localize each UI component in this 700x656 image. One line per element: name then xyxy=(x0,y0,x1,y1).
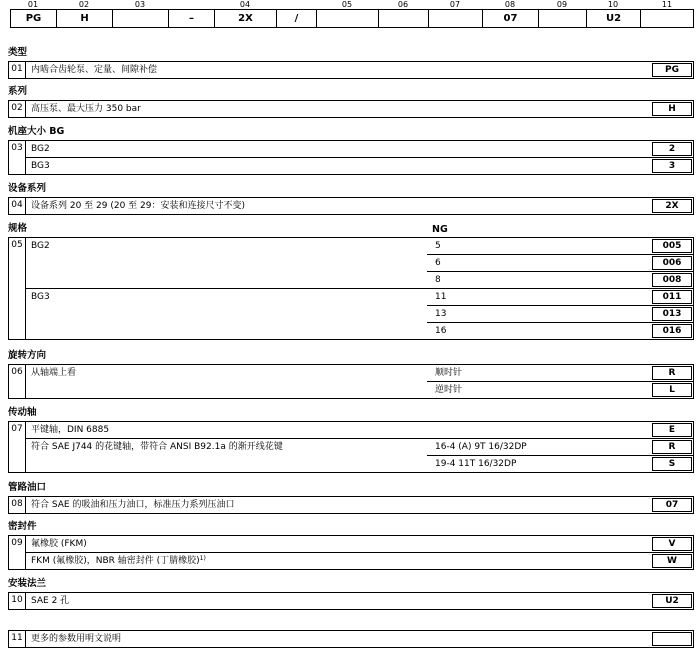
code-box: – xyxy=(168,9,214,28)
section-heading-type: 类型 xyxy=(8,47,28,58)
code-box: PG xyxy=(10,9,56,28)
rotation-label: 逆时针 xyxy=(435,385,463,395)
code-box xyxy=(538,9,586,28)
row-number: 01 xyxy=(9,62,26,78)
col-number: 07 xyxy=(449,0,461,9)
code-box xyxy=(316,9,378,28)
code-box: H xyxy=(56,9,112,28)
type-row xyxy=(8,61,694,79)
port-row xyxy=(8,496,694,514)
col-number: 06 xyxy=(397,0,409,9)
code-box: U2 xyxy=(586,9,640,28)
size-code: 016 xyxy=(652,324,692,338)
seal-text: FKM (氟橡胶)，NBR 轴密封件 (丁腈橡胶) xyxy=(31,556,200,566)
col-number: 10 xyxy=(607,0,619,9)
code-box xyxy=(640,9,694,28)
col-number: 08 xyxy=(504,0,516,9)
section-heading-port: 管路油口 xyxy=(8,482,47,493)
frame-text: BG3 xyxy=(31,161,50,171)
size-block xyxy=(8,237,694,340)
col-number: 11 xyxy=(661,0,673,9)
type-code: PG xyxy=(652,63,692,77)
section-heading-rotation: 旋转方向 xyxy=(8,350,47,361)
size-code: 011 xyxy=(652,290,692,304)
section-heading-series: 系列 xyxy=(8,86,28,97)
rotation-code: L xyxy=(652,383,692,397)
footnote-mark: 1) xyxy=(199,555,206,562)
code-box xyxy=(378,9,428,28)
row-number: 06 xyxy=(9,365,26,398)
code-box: 2X xyxy=(214,9,276,28)
size-code: 013 xyxy=(652,307,692,321)
col-number: 05 xyxy=(341,0,353,9)
row-number: 10 xyxy=(9,593,26,609)
section-heading-seal: 密封件 xyxy=(8,521,37,532)
seal-code: W xyxy=(652,554,692,568)
size-code: 008 xyxy=(652,273,692,287)
code-box: 07 xyxy=(482,9,538,28)
section-heading-shaft: 传动轴 xyxy=(8,407,37,418)
col-number: 03 xyxy=(134,0,146,9)
ng-value: 5 xyxy=(435,241,441,251)
frame-code: 2 xyxy=(652,142,692,156)
more-text: 更多的参数用明文说明 xyxy=(31,634,122,644)
frame-block xyxy=(8,140,694,175)
ng-value: 16 xyxy=(435,326,447,336)
series-text: 高压泵、最大压力 350 bar xyxy=(31,104,141,114)
section-heading-size: 规格 xyxy=(8,223,28,234)
series-row xyxy=(8,100,694,118)
ng-value: 13 xyxy=(435,309,447,319)
section-heading-device: 设备系列 xyxy=(8,183,47,194)
code-box xyxy=(428,9,482,28)
rotation-code: R xyxy=(652,366,692,380)
ng-value: 11 xyxy=(435,292,447,302)
row-number: 02 xyxy=(9,101,26,117)
ng-value: 6 xyxy=(435,258,441,268)
code-box xyxy=(112,9,168,28)
size-bg3: BG3 xyxy=(31,292,50,302)
col-number: 02 xyxy=(78,0,90,9)
ng-label: NG xyxy=(432,224,448,235)
flange-row xyxy=(8,592,694,610)
code-box: / xyxy=(276,9,316,28)
seal-block xyxy=(8,535,694,570)
flange-code: U2 xyxy=(652,594,692,608)
seal-code: V xyxy=(652,537,692,551)
type-text: 内啮合齿轮泵、定量、间隙补偿 xyxy=(31,65,158,75)
more-code xyxy=(652,632,692,646)
row-number: 07 xyxy=(9,422,26,472)
port-code: 07 xyxy=(652,498,692,512)
ng-value: 8 xyxy=(435,275,441,285)
size-code: 005 xyxy=(652,239,692,253)
row-number: 03 xyxy=(9,141,26,174)
col-number: 01 xyxy=(27,0,39,9)
shaft-spline: 19-4 11T 16/32DP xyxy=(435,459,517,469)
port-text: 符合 SAE 的吸油和压力油口，标准压力系列压油口 xyxy=(31,500,235,510)
shaft-spline: 16-4 (A) 9T 16/32DP xyxy=(435,442,527,452)
series-code: H xyxy=(652,102,692,116)
row-number: 11 xyxy=(9,631,26,647)
row-number: 09 xyxy=(9,536,26,569)
shaft-code: R xyxy=(652,440,692,454)
section-heading-frame: 机座大小 BG xyxy=(8,126,65,137)
device-code: 2X xyxy=(652,199,692,213)
shaft-code: S xyxy=(652,457,692,471)
shaft-text: 平键轴，DIN 6885 xyxy=(31,425,110,435)
frame-code: 3 xyxy=(652,159,692,173)
more-row xyxy=(8,630,694,648)
shaft-code: E xyxy=(652,423,692,437)
col-number: 04 xyxy=(239,0,251,9)
row-number: 08 xyxy=(9,497,26,513)
section-heading-flange: 安装法兰 xyxy=(8,578,47,589)
device-text: 设备系列 20 至 29 (20 至 29：安装和连接尺寸不变) xyxy=(31,201,245,211)
row-number: 05 xyxy=(9,238,26,339)
device-row xyxy=(8,197,694,215)
shaft-block xyxy=(8,421,694,473)
rotation-block xyxy=(8,364,694,399)
flange-text: SAE 2 孔 xyxy=(31,596,70,606)
col-number: 09 xyxy=(556,0,568,9)
seal-text: 氟橡胶 (FKM) xyxy=(31,539,87,549)
rotation-label: 顺时针 xyxy=(435,368,463,378)
seal-text-2 xyxy=(31,556,206,567)
row-number: 04 xyxy=(9,198,26,214)
shaft-text: 符合 SAE J744 的花键轴，带符合 ANSI B92.1a 的渐开线花键 xyxy=(31,442,283,452)
rotation-text: 从轴端上看 xyxy=(31,368,77,378)
size-code: 006 xyxy=(652,256,692,270)
frame-text: BG2 xyxy=(31,144,50,154)
size-bg2: BG2 xyxy=(31,241,50,251)
